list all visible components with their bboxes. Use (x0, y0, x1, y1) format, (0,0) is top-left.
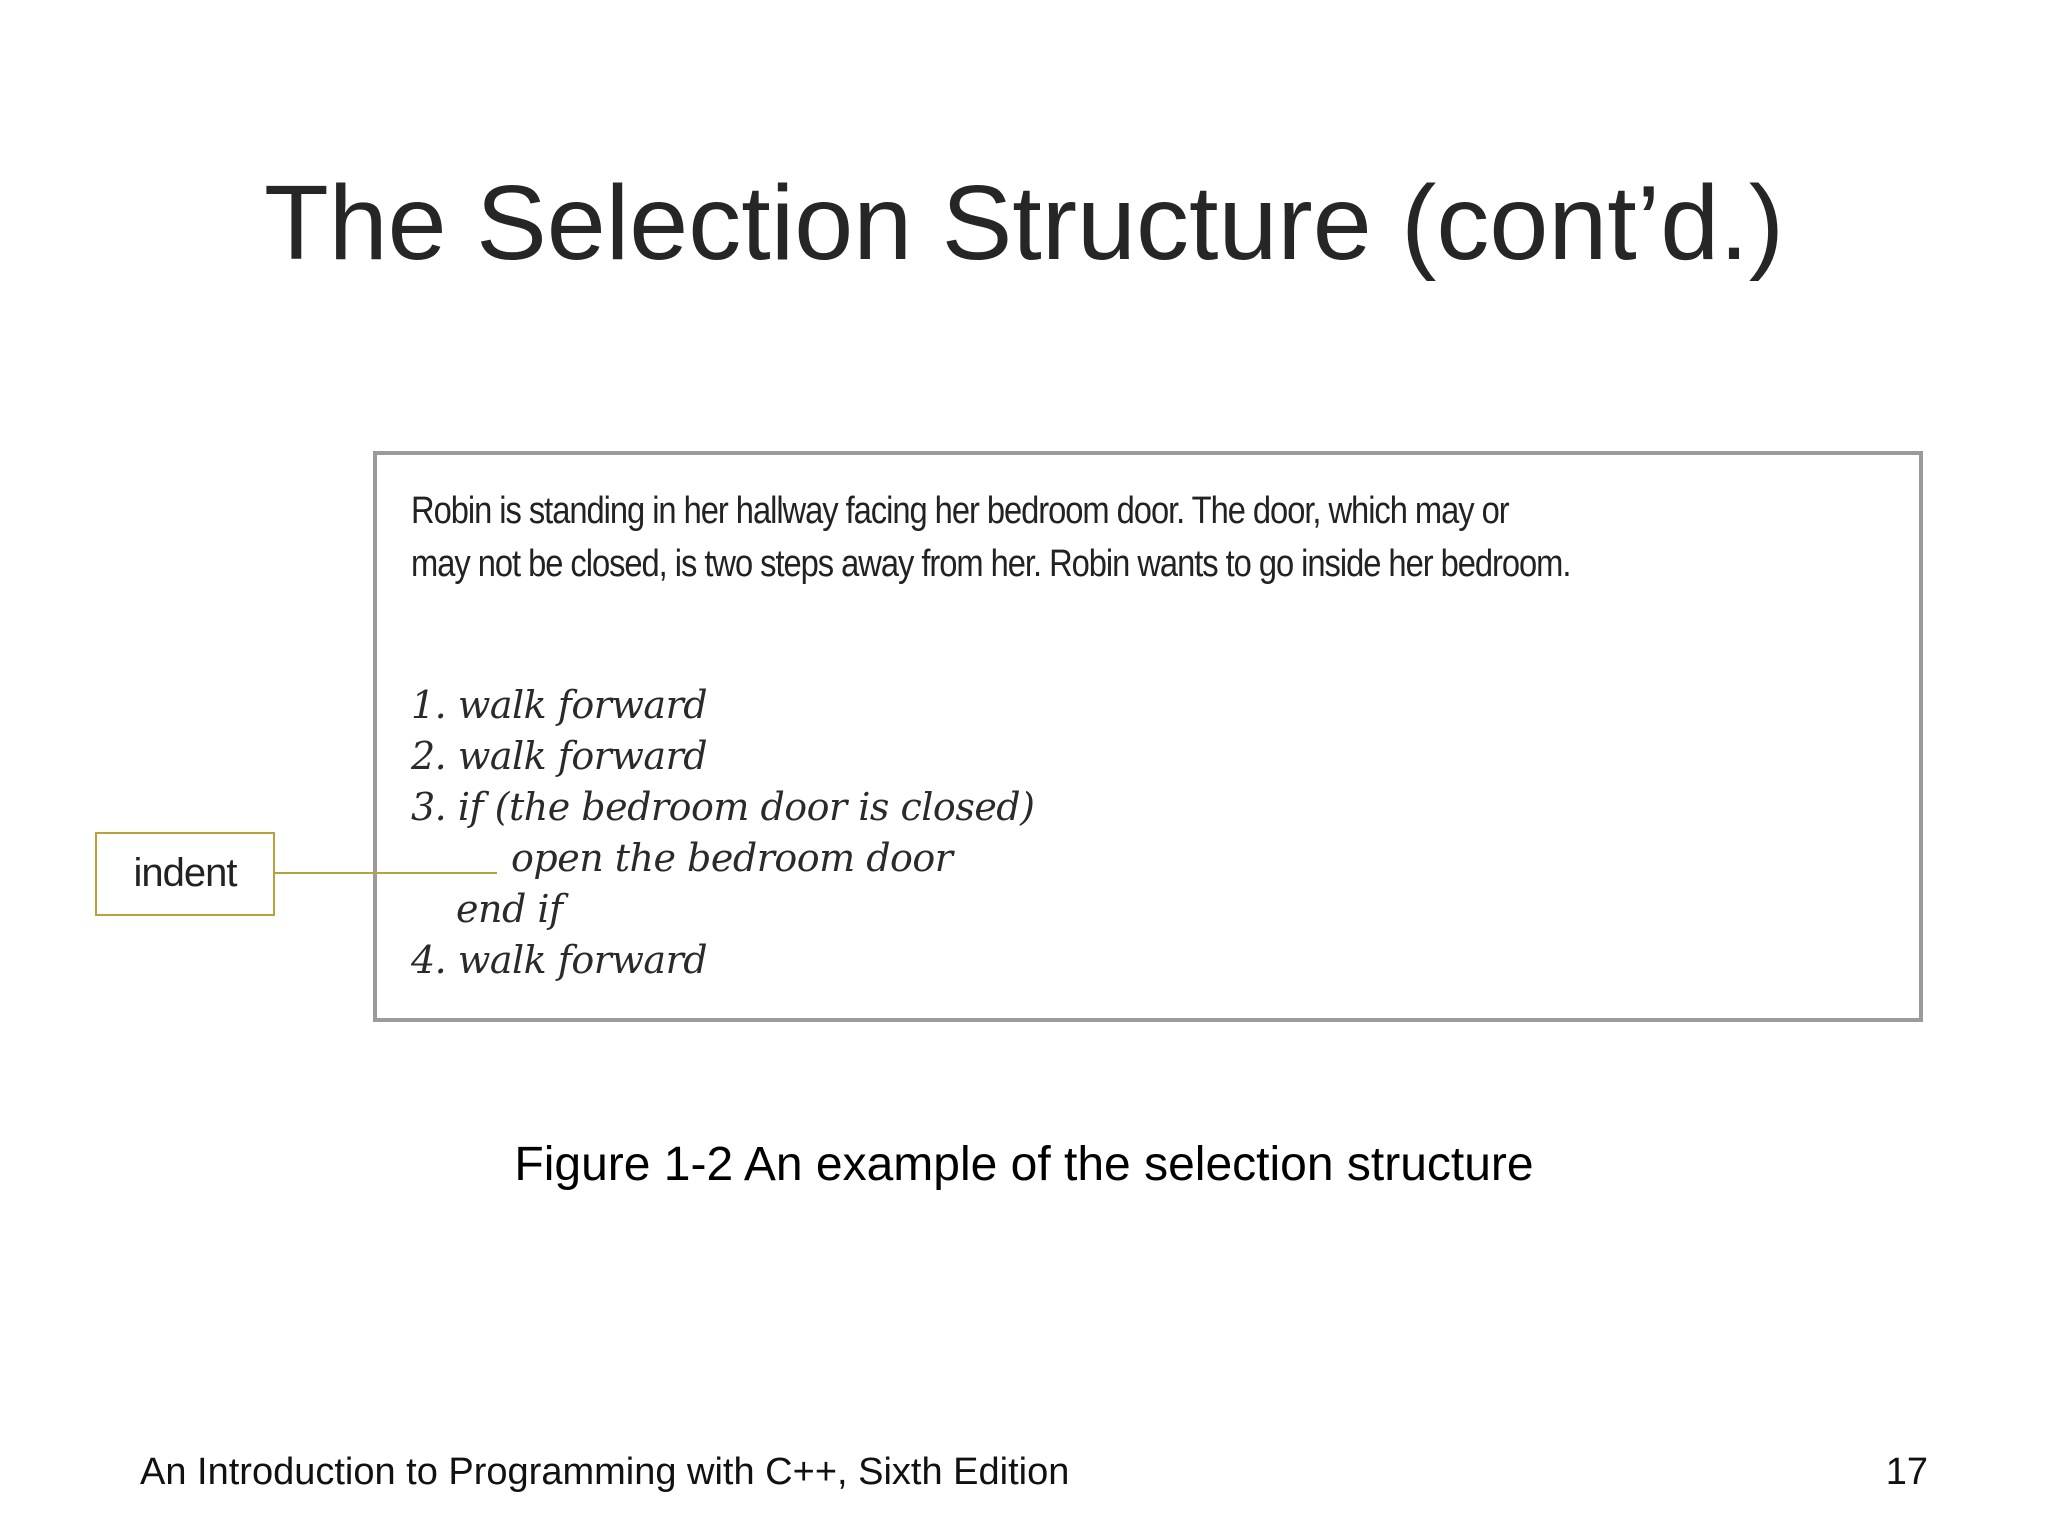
indent-callout: indent (95, 832, 275, 916)
step-end-if: end if (456, 887, 563, 931)
figure-caption: Figure 1-2 An example of the selection structure (514, 1138, 1534, 1191)
footer-page-number: 17 (1885, 1451, 1928, 1493)
step-1: 1. walk forward (411, 683, 708, 727)
step-3-if: 3. if (the bedroom door is closed) (411, 785, 1035, 829)
step-open-door: open the bedroom door (511, 836, 953, 880)
step-2: 2. walk forward (411, 734, 708, 778)
figure-box (373, 451, 1923, 1022)
slide-title: The Selection Structure (cont’d.) (263, 164, 1785, 282)
scenario-text (411, 485, 1701, 591)
callout-connector-line (275, 872, 497, 874)
footer-book-title: An Introduction to Programming with C++, Sixth Edition (140, 1451, 1070, 1493)
pseudocode-steps (411, 680, 1034, 986)
scenario-line: Robin is standing in her hallway facing her bedroom door. The door, which may or (411, 490, 1509, 532)
scenario-line: may not be closed, is two steps away from her. Robin wants to go inside her bedroom. (411, 543, 1571, 585)
step-4: 4. walk forward (411, 938, 708, 982)
